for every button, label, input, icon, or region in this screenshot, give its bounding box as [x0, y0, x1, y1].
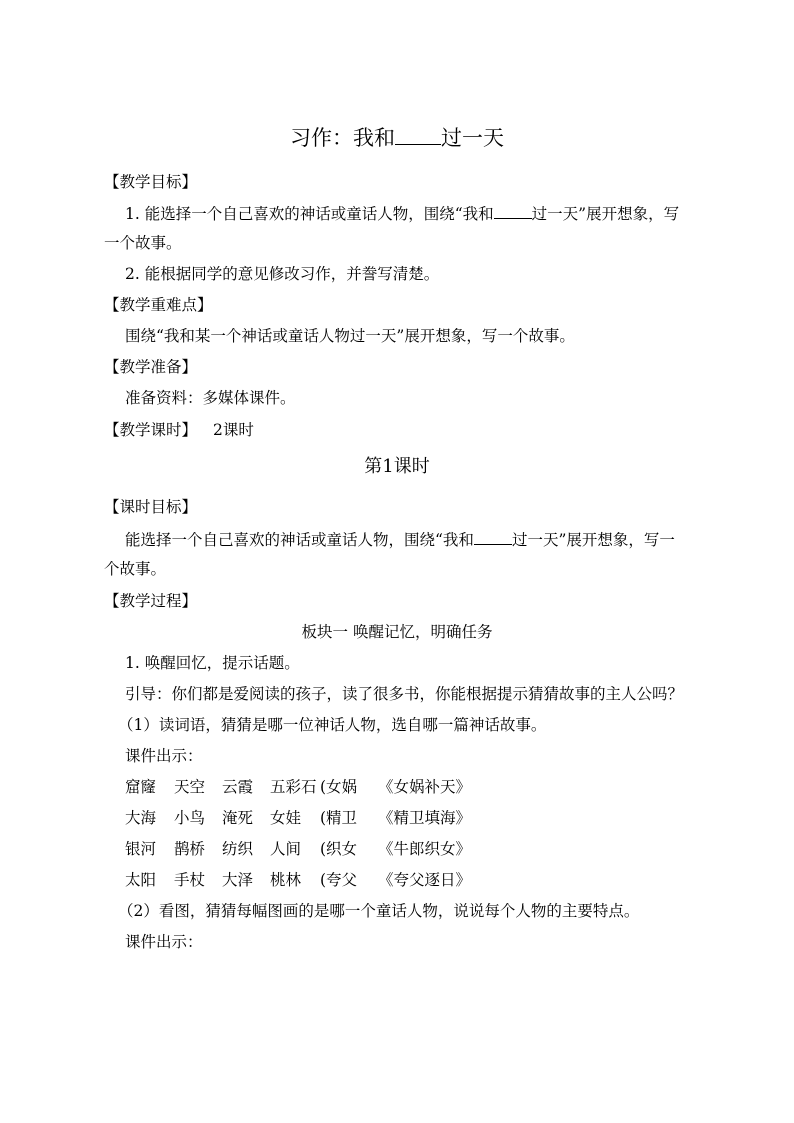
word-cell: 鹊桥 [174, 840, 206, 858]
lesson-goal-text-end: 过一天”展开想象，写一 [511, 531, 675, 549]
title-blank [395, 124, 441, 145]
lesson-goal-text-start: 能选择一个自己喜欢的神话或童话人物，围绕“我和 [125, 531, 474, 549]
word-cell: 桃林 [270, 871, 302, 889]
title-text-end: 过一天 [441, 126, 504, 150]
word-cell: 天空 [174, 778, 206, 796]
character-cell: (织女 [320, 840, 358, 858]
word-cell: 纺织 [222, 840, 254, 858]
goal-1 [125, 202, 679, 224]
word-cell: 手杖 [174, 871, 206, 889]
goal-1-text-end: 过一天”展开想象，写 [531, 205, 680, 223]
story-cell: 《精卫填海》 [378, 809, 472, 827]
goal-1-text-start: 1. 能选择一个自己喜欢的神话或童话人物，围绕“我和 [125, 205, 494, 223]
courseware-label-2: 课件出示： [125, 933, 203, 951]
preparation-text: 准备资料：多媒体课件。 [125, 389, 296, 407]
character-cell: (女娲 [320, 778, 358, 796]
goal-1-continued: 一个故事。 [104, 234, 182, 252]
heading-process: 【教学过程】 [104, 592, 198, 610]
heading-key-points: 【教学重难点】 [104, 296, 213, 314]
word-cell: 大泽 [222, 871, 254, 889]
heading-lesson-goal: 【课时目标】 [104, 498, 198, 516]
story-cell: 《女娲补天》 [378, 778, 472, 796]
lesson-title: 第1课时 [364, 456, 430, 477]
character-cell: (夸父 [320, 871, 358, 889]
title-text-start: 习作：我和 [290, 126, 395, 150]
lesson-goal-continued: 个故事。 [104, 560, 167, 578]
courseware-label-1: 课件出示： [125, 747, 203, 765]
block-1-title: 板块一 唤醒记忆，明确任务 [301, 623, 493, 641]
step-1: 1. 唤醒回忆，提示话题。 [125, 654, 300, 672]
word-cell: 窟窿 [125, 778, 157, 796]
word-cell: 五彩石 [270, 778, 317, 796]
word-cell: 太阳 [125, 871, 157, 889]
word-cell: 大海 [125, 809, 157, 827]
question-1: （1）读词语，猜猜是哪一位神话人物，选自哪一篇神话故事。 [118, 716, 547, 734]
story-cell: 《夸父逐日》 [378, 871, 472, 889]
word-cell: 淹死 [222, 809, 254, 827]
goal-2: 2. 能根据同学的意见修改习作，并誊写清楚。 [125, 265, 440, 283]
goal-1-blank [494, 202, 532, 219]
periods-value: 2课时 [213, 421, 254, 439]
question-2: （2）看图，猜猜每幅图画的是哪一个童话人物，说说每个人物的主要特点。 [118, 902, 640, 920]
teaching-periods [104, 420, 254, 440]
heading-preparation: 【教学准备】 [104, 358, 198, 376]
key-points-text: 围绕“我和某一个神话或童话人物过一天”展开想象，写一个故事。 [125, 327, 575, 345]
word-cell: 小鸟 [174, 809, 206, 827]
heading-teaching-goals: 【教学目标】 [104, 173, 198, 191]
guide-text: 引导：你们都是爱阅读的孩子，读了很多书，你能根据提示猜猜故事的主人公吗？ [125, 685, 684, 703]
character-cell: (精卫 [320, 809, 358, 827]
lesson-goal [125, 528, 675, 550]
word-cell: 女娃 [270, 809, 302, 827]
story-cell: 《牛郎织女》 [378, 840, 472, 858]
page-title [0, 124, 794, 152]
heading-periods: 【教学课时】 [104, 421, 198, 439]
word-cell: 云霞 [222, 778, 254, 796]
word-cell: 银河 [125, 840, 157, 858]
word-cell: 人间 [270, 840, 302, 858]
lesson-goal-blank [474, 528, 512, 545]
